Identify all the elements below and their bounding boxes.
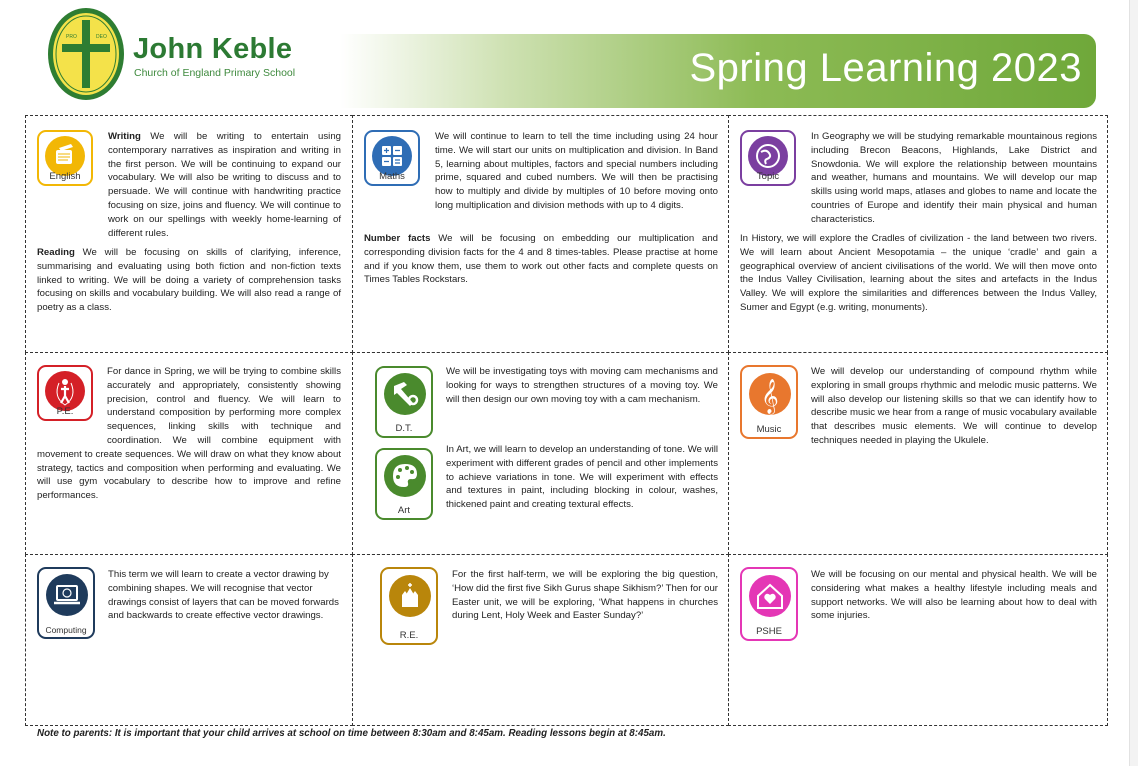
computing-text: This term we will learn to create a vector drawing by combining shapes. We will recognise that vector drawings consist of layers that can be moved forwards and backwards to create effective vector drawings.	[108, 569, 339, 622]
hammer-gear-icon	[384, 373, 426, 415]
topic-icon	[740, 130, 796, 186]
art-label: Art	[397, 505, 411, 516]
writing-heading: Writing	[108, 131, 141, 142]
laptop-globe-icon	[46, 574, 88, 616]
maths-body: We will continue to learn to tell the time including using 24 hour time. We will start our units on multiplication and division. In Band 5, learning about multiples, factors and special numbers including prime, squared and cubed numbers. We will then be practising how to multiply and divide by multiples of 10 before moving onto long multiplication and division methods with up to 4 digits.	[435, 131, 718, 211]
globe-icon	[748, 136, 788, 176]
page-edge	[1129, 0, 1138, 766]
parents-note: Note to parents: It is important that your child arrives at school on time between 8:30am and 8:45am. Reading lessons begin at 8:45am.	[37, 728, 666, 739]
music-text	[740, 365, 1097, 448]
svg-text:𝄞: 𝄞	[761, 379, 779, 414]
maths-label: Maths	[379, 171, 405, 182]
number-facts-body: We will be focusing on embedding our multiplication and corresponding division facts for the 4 and 8 times-tables. Please practise at home and if you know them, use them to work out other facts and complete quests on Times Tables Rockstars.	[364, 233, 719, 286]
writing-body: We will be writing to entertain using contemporary narratives as inspiration and writing in the first person. We will be continuing to expand our vocabulary. We will also be writing to discuss and to persuade. We will continue with handwriting practice focusing on size, joins and fluency. We will continue to work on our spellings with weekly home-learning of different rules.	[108, 131, 341, 239]
dt-label: D.T.	[395, 423, 413, 434]
pe-text	[37, 365, 341, 503]
pe-label: P.E.	[56, 406, 74, 417]
art-icon	[375, 448, 433, 520]
english-reading-text	[37, 246, 341, 315]
topic-history-text: In History, we will explore the Cradles of civilization - the land between two rivers. We will learn about Ancient Mesopotamia – the unique ‘cradle’ and gain a geographical overview of ancient civilisations of the world. We will then move onto the Indus Valley Civilisation, learning about the sites and artefacts in the Indus Valley. We will explore the similarities and differences between the Indus Valley, Sumer and Egypt (e.g. writing, monuments).	[740, 233, 1097, 313]
art-text: In Art, we will learn to develop an understanding of tone. We will experiment with different grades of pencil and other implements to achieve variations in tone. We will experiment with effects and textures in paint, including blocking in colour, washes, thickened paint and creating textural effects.	[446, 444, 718, 511]
maths-facts-text	[364, 232, 718, 287]
reading-heading: Reading	[37, 247, 75, 258]
maths-text	[364, 130, 718, 213]
dt-icon	[375, 366, 433, 438]
book-pen-icon	[45, 136, 85, 176]
re-label: R.E.	[399, 630, 419, 641]
pshe-label: PSHE	[756, 626, 782, 637]
music-body: We will develop our understanding of compound rhythm while exploring in small groups rhythmic and melodic music patterns. We will also develop our listening skills so that we can identify how to describe music we hear from a range of music vocabulary available that describes music elements. We will continue to develop techniques needed in playing the Ukulele.	[811, 366, 1097, 446]
music-label: Music	[756, 424, 782, 435]
church-icon	[389, 575, 431, 617]
school-name: John Keble	[133, 33, 293, 65]
school-subtitle: Church of England Primary School	[134, 67, 296, 79]
english-label: English	[49, 171, 81, 182]
reading-body: We will be focusing on skills of clarifying, inference, summarising and evaluating using both fiction and non-fiction texts linked to writing. We will be doing a variety of comprehension tasks focusing on skills and vocabulary building. We will also read a range of poetry as a class.	[37, 247, 341, 314]
english-text	[108, 130, 341, 240]
school-crest-icon	[46, 6, 126, 102]
english-icon	[37, 130, 93, 186]
re-text: For the first half-term, we will be exploring the big question, ‘How did the first five Sikh Gurus shape Sikhism?’ Then for our Easter unit, we will be exploring, ‘What happens in churches during Lent, Holy Week and Easter Sunday?’	[452, 569, 718, 622]
page-title: Spring Learning 2023	[689, 46, 1082, 90]
number-facts-heading: Number facts	[364, 233, 431, 244]
heart-house-icon	[749, 575, 791, 617]
paint-palette-icon	[384, 455, 426, 497]
topic-geography-text: In Geography we will be studying remarkable mountainous regions including Brecon Beacons, Highlands, Lake District and Snowdonia. We will explore the relationship between mountains and weather, humans and mountains. We will develop our map skills using world maps, atlases and globes to name and locate the countries of Europe and identify their main physical and human characteristics.	[811, 131, 1097, 225]
crest-motto-left: PRO	[66, 34, 77, 40]
computing-label: Computing	[45, 625, 87, 635]
re-icon	[380, 567, 438, 645]
dt-text: We will be investigating toys with moving cam mechanisms and looking for ways to strengthen structures of a moving toy. We will then design our own moving toy with a cam mechanism.	[446, 366, 718, 405]
computing-icon	[37, 567, 95, 639]
title-banner	[340, 34, 1096, 108]
pshe-text: We will be focusing on our mental and physical health. We will be considering what makes a healthy lifestyle including meals and support networks. We will also be learning about how to deal with some injuries.	[811, 569, 1097, 622]
pshe-icon	[740, 567, 798, 641]
pe-body: For dance in Spring, we will be trying to combine skills accurately and appropriately, consistently showing precision, control and fluency. We will learn to understand composition by performing more complex sequences, linking skills with technique and coordination. We will combine equipment with movement to create sequences. We will draw on what they know about strategy, tactics and composition when performing and evaluating. We will use gym vocabulary to describe how to improve and refine performances.	[37, 366, 341, 502]
crest-motto-right: DEO	[96, 34, 107, 40]
topic-label: Topic	[756, 171, 780, 182]
